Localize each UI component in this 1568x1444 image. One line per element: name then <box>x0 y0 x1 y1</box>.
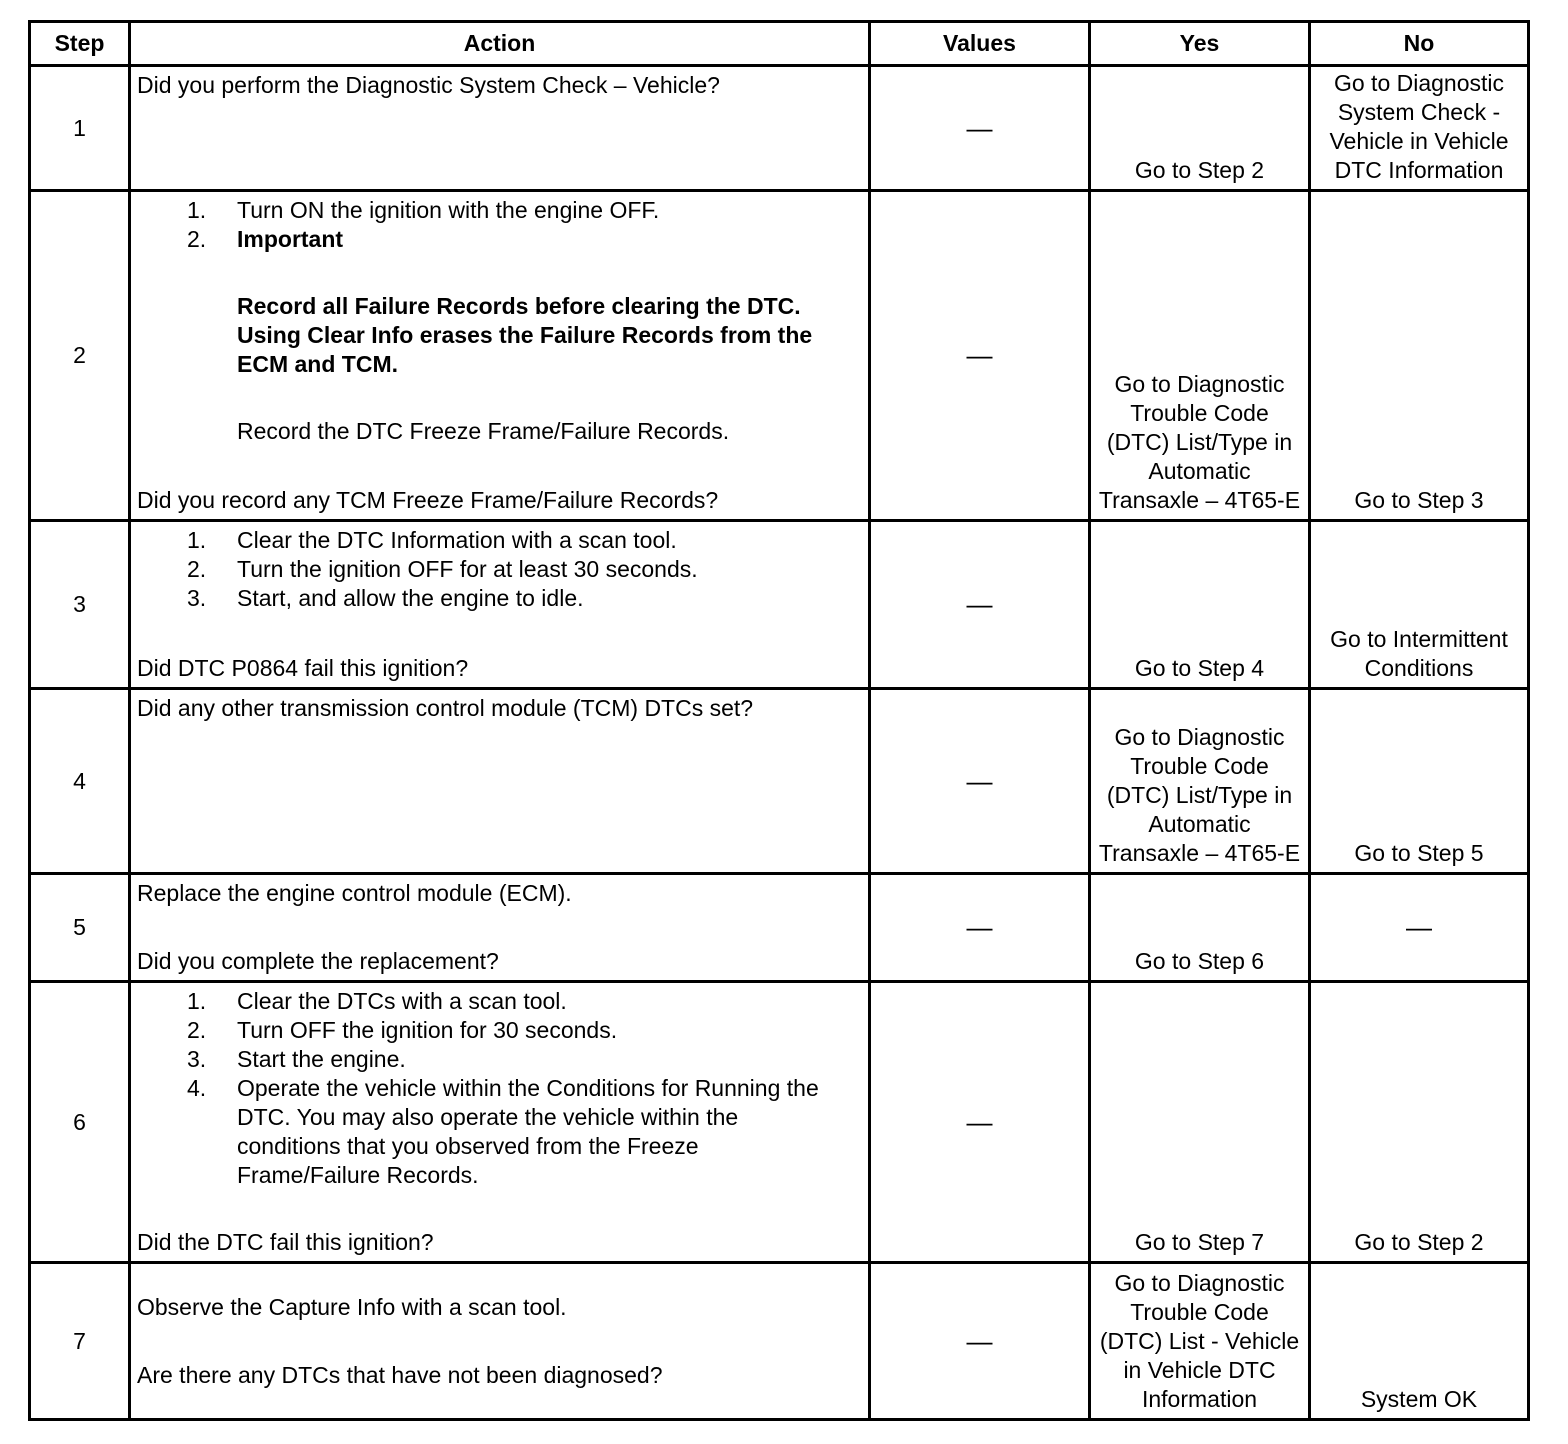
header-no: No <box>1403 30 1435 56</box>
values-cell: — <box>966 1325 993 1356</box>
yes-cell: Go to Diagnostic Trouble Code (DTC) List/Type in Automatic Transaxle – 4T65-E <box>1098 724 1301 866</box>
step-number: 1 <box>73 114 86 141</box>
yes-cell: Go to Step 2 <box>1134 157 1265 183</box>
no-cell: Go to Step 3 <box>1354 487 1484 513</box>
action-cell <box>131 875 868 980</box>
step-number: 3 <box>73 591 86 617</box>
yes-cell: Go to Diagnostic Trouble Code (DTC) List - Vehicle in Vehicle DTC Information <box>1099 1270 1300 1412</box>
list-item-text: Clear the DTC Information with a scan tool. <box>237 527 677 553</box>
values-cell: — <box>966 1106 993 1137</box>
action-cell <box>131 522 868 687</box>
question-text: Did you perform the Diagnostic System Check – Vehicle? <box>137 72 720 98</box>
list-item: 1. Clear the DTCs with a scan tool. <box>187 988 567 1014</box>
step-list <box>137 987 864 1190</box>
no-cell: Go to Intermittent Conditions <box>1330 626 1508 681</box>
action-cell <box>131 67 868 189</box>
yes-cell: Go to Diagnostic Trouble Code (DTC) List/Type in Automatic Transaxle – 4T65-E <box>1098 371 1301 513</box>
list-item-text: Start the engine. <box>237 1046 406 1072</box>
step-number: 7 <box>73 1327 86 1354</box>
list-item: 4. Operate the vehicle within the Conditions for Running the DTC. You may also operate the vehicle within the conditions that you observed from the Freeze Frame/Failure Records. <box>187 1075 819 1188</box>
action-cell <box>131 192 868 519</box>
no-cell: System OK <box>1360 1386 1478 1412</box>
after-text: Record the DTC Freeze Frame/Failure Records. <box>237 418 730 444</box>
values-cell: — <box>966 340 993 370</box>
step-list <box>137 526 864 613</box>
question-text: Are there any DTCs that have not been diagnosed? <box>137 1362 663 1388</box>
list-item-text: Clear the DTCs with a scan tool. <box>237 988 567 1014</box>
question-text: Did any other transmission control module (TCM) DTCs set? <box>137 695 754 721</box>
action-cell <box>131 1264 868 1418</box>
list-item-text: Turn ON the ignition with the engine OFF. <box>237 197 660 223</box>
header-values: Values <box>943 30 1016 56</box>
yes-cell: Go to Step 6 <box>1134 948 1265 974</box>
yes-cell: Go to Step 7 <box>1134 1229 1265 1255</box>
step-number: 4 <box>73 767 86 794</box>
list-item: 2. Turn the ignition OFF for at least 30 seconds. <box>187 556 698 582</box>
list-item: 1. Turn ON the ignition with the engine OFF. <box>187 197 660 223</box>
values-cell: — <box>966 765 993 796</box>
no-cell: Go to Step 5 <box>1354 840 1484 866</box>
list-item: 2. Important <box>187 226 344 252</box>
step-number: 6 <box>73 1108 86 1135</box>
list-item: 3. Start the engine. <box>187 1046 406 1072</box>
list-item-text: Turn the ignition OFF for at least 30 seconds. <box>237 556 698 582</box>
question-text: Did DTC P0864 fail this ignition? <box>137 655 469 681</box>
header-yes: Yes <box>1179 30 1220 56</box>
values-cell: — <box>966 589 993 619</box>
values-cell: — <box>966 112 993 143</box>
list-item-text: Start, and allow the engine to idle. <box>237 585 584 611</box>
list-item-text: Operate the vehicle within the Conditions for Running the DTC. You may also operate the vehicle within the conditions that you observed from the Freeze Frame/Failure Records. <box>237 1075 819 1188</box>
header-step: Step <box>54 30 105 56</box>
question-text: Did you record any TCM Freeze Frame/Failure Records? <box>137 487 719 513</box>
list-item: 1. Clear the DTC Information with a scan tool. <box>187 527 677 553</box>
list-item: 2. Turn OFF the ignition for 30 seconds. <box>187 1017 618 1043</box>
action-cell <box>131 983 868 1261</box>
list-item-text: Turn OFF the ignition for 30 seconds. <box>237 1017 618 1043</box>
yes-cell: Go to Step 4 <box>1134 655 1265 681</box>
list-item: 3. Start, and allow the engine to idle. <box>187 585 584 611</box>
important-label: Important <box>237 226 344 252</box>
diagnostic-table <box>28 20 1530 1421</box>
action-steps <box>137 196 864 446</box>
step-number: 5 <box>73 914 86 940</box>
question-text: Did you complete the replacement? <box>137 948 499 974</box>
action-cell <box>131 690 868 872</box>
action-text: Replace the engine control module (ECM). <box>137 880 572 906</box>
no-cell: — <box>1406 912 1432 942</box>
values-cell: — <box>966 912 993 942</box>
important-note: Record all Failure Records before clearing the DTC. Using Clear Info erases the Failure Records from the ECM and TCM. <box>237 293 813 377</box>
no-cell: Go to Diagnostic System Check - Vehicle in Vehicle DTC Information <box>1329 70 1509 183</box>
question-text: Did the DTC fail this ignition? <box>137 1229 434 1255</box>
action-text: Observe the Capture Info with a scan tool. <box>137 1294 567 1320</box>
step-number: 2 <box>73 342 86 368</box>
no-cell: Go to Step 2 <box>1354 1229 1484 1255</box>
header-action: Action <box>463 30 536 56</box>
step-list <box>137 196 864 254</box>
